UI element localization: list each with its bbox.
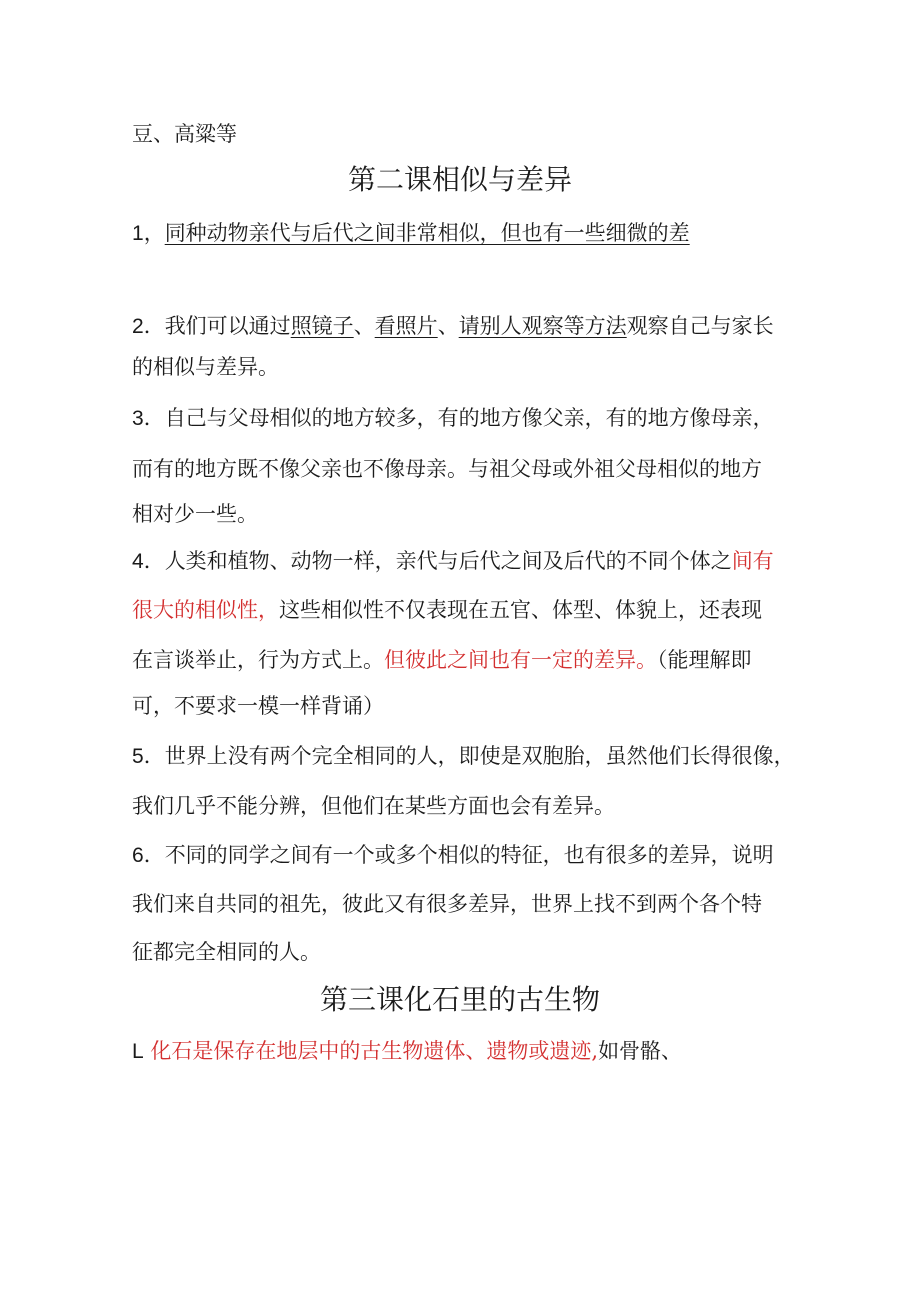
underlined-method-photo: 看照片	[374, 314, 438, 338]
fragment-top: 豆、高粱等	[132, 122, 237, 146]
lesson2-item-2-line2: 的相似与差异。	[132, 355, 279, 379]
lesson2-item-4-line2	[132, 596, 762, 624]
item-number: 1	[132, 222, 144, 245]
text-segment: 自己与父母相似的地方较多，有的地方像父亲，有的地方像母亲，	[164, 406, 774, 430]
lesson2-title: 第二课相似与差异	[347, 163, 572, 196]
text-segment: 如骨骼、	[598, 1039, 683, 1063]
text-segment: 、	[437, 314, 459, 338]
lesson3-item-1	[132, 1037, 682, 1066]
item-number: 5	[132, 745, 144, 768]
text-segment: 观察自己与家长	[626, 314, 774, 338]
text-segment: 人类和植物、动物一样，亲代与后代之间及后代的不同个体之	[164, 549, 732, 573]
highlight-text: 间有	[731, 549, 774, 573]
text-segment: 这些相似性不仅表现在五官、体型、体貌上，还表现	[279, 598, 762, 622]
text-segment: 不同的同学之间有一个或多个相似的特征，也有很多的差异，说明	[164, 843, 774, 867]
text-segment: 世界上没有两个完全相同的人，即使是双胞胎，虽然他们长得很像，	[164, 744, 795, 768]
lesson2-item-6-line3: 征都完全相同的人。	[132, 940, 321, 964]
lesson2-item-6-line2: 我们来自共同的祖先，彼此又有很多差异，世界上找不到两个各个特	[132, 892, 762, 916]
lesson2-item-5-line2: 我们几乎不能分辨，但他们在某些方面也会有差异。	[132, 794, 615, 818]
text-segment: （能理解即	[657, 648, 752, 672]
item-separator: ．	[143, 843, 165, 867]
item-number: 4	[132, 550, 144, 573]
lesson2-item-4-line3	[132, 646, 752, 674]
lesson2-item-3-line1	[132, 404, 774, 433]
item-separator: ．	[143, 314, 165, 338]
lesson3-title: 第三课化石里的古生物	[319, 983, 600, 1016]
lesson2-item-6-line1	[132, 841, 774, 870]
item-separator: ．	[143, 406, 165, 430]
text-segment: 、	[353, 314, 375, 338]
lesson2-item-4-line4: 可，不要求一模一样背诵）	[132, 694, 384, 718]
underlined-method-mirror: 照镜子	[290, 314, 354, 338]
lesson2-item-3-line2: 而有的地方既不像父亲也不像母亲。与祖父母或外祖父母相似的地方	[132, 457, 762, 481]
highlight-text: 很大的相似性，	[132, 598, 279, 622]
item-number: 2	[132, 315, 144, 338]
underlined-text: 同种动物亲代与后代之间非常相似，但也有一些细微的差	[164, 221, 690, 245]
lesson2-item-3-line3: 相对少一些。	[132, 502, 258, 526]
item-separator: ，	[143, 221, 165, 245]
underlined-method-observe: 请别人观察等方法	[458, 314, 627, 338]
item-separator: ．	[143, 549, 165, 573]
lesson2-item-5-line1	[132, 742, 795, 771]
lesson2-item-2-line1	[132, 312, 774, 341]
highlight-text: 化石是保存在地层中的古生物遗体、遗物或遗迹,	[150, 1039, 599, 1063]
item-number: L	[132, 1040, 144, 1063]
text-segment: 在言谈举止，行为方式上。	[132, 648, 384, 672]
lesson2-item-1	[132, 219, 690, 248]
highlight-text: 但彼此之间也有一定的差异。	[384, 648, 657, 672]
text-segment: 我们可以通过	[164, 314, 291, 338]
item-number: 6	[132, 844, 144, 867]
item-number: 3	[132, 407, 144, 430]
lesson2-item-4-line1	[132, 547, 774, 576]
item-separator: ．	[143, 744, 165, 768]
